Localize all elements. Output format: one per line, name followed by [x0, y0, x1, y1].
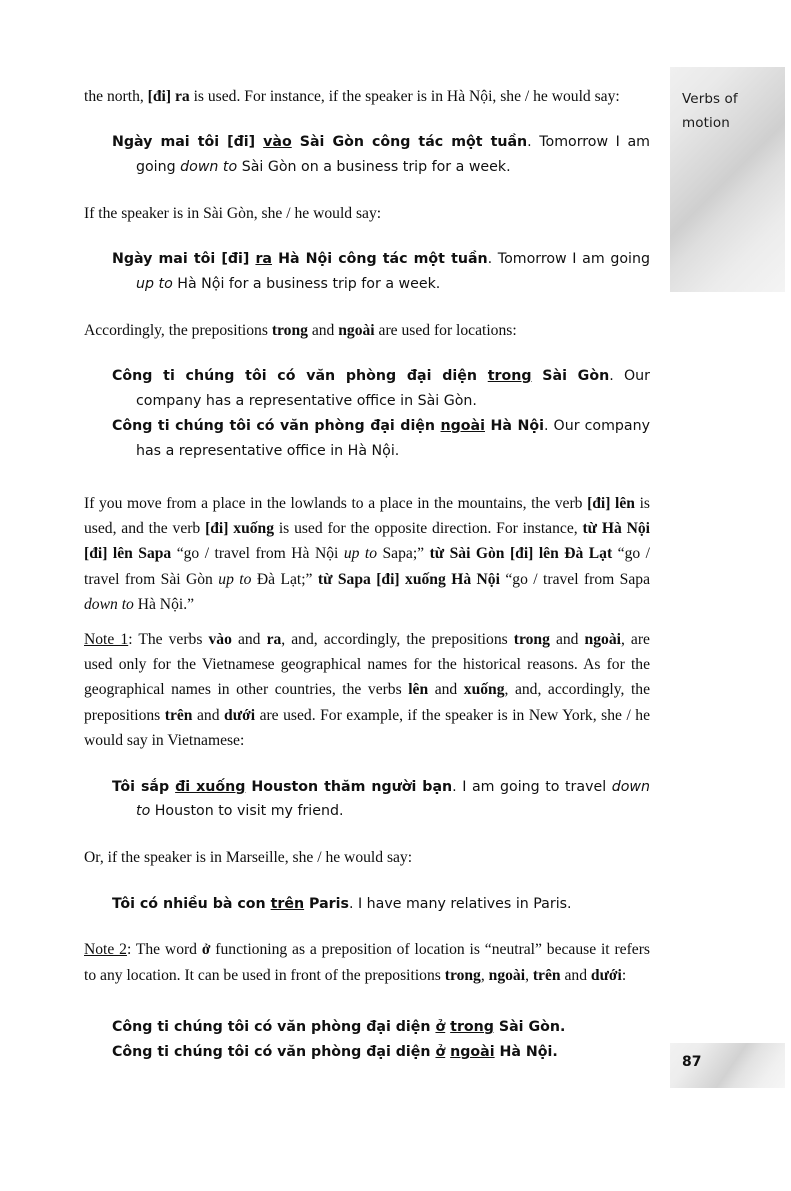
chapter-tab-label: [682, 87, 777, 135]
ex4-eng: . Our company has a representative office in Hà Nội.: [136, 418, 650, 459]
paragraph-if-sai-gon: [84, 201, 650, 226]
ex8-viet-underline-ngoai: ngoài: [450, 1044, 495, 1061]
example-toi-co-nhieu-tren-paris: [84, 892, 650, 917]
note2-text-i: and: [560, 966, 591, 984]
note-2: [84, 937, 650, 988]
example-ngay-mai-ra: [84, 247, 650, 297]
note1-bold-l: xuống: [463, 681, 505, 699]
note1-bold-n: trên: [164, 706, 193, 724]
note2-text-c: functioning as a preposition of location is “neutral” because it refers to any location. It can be used in front of the prepositions: [84, 941, 650, 984]
ex7-viet-underline-trong: trong: [450, 1019, 494, 1036]
ex7-viet-b: Sài Gòn.: [493, 1019, 566, 1036]
par4-text-e: is used for the opposite direction. For instance,: [274, 520, 583, 537]
ex6-eng: . I have many relatives in Paris.: [348, 895, 572, 912]
par4-italic-l: up to: [218, 570, 252, 588]
ex1-eng-italic: down to: [180, 159, 238, 176]
par5-text: Or, if the speaker is in Marseille, she / he would say:: [84, 849, 413, 867]
ex5-eng-b: Houston to visit my friend.: [150, 803, 344, 820]
par4-bold-j: từ Sài Gòn [đi] lên Đà Lạt: [429, 545, 613, 563]
note-1: [84, 627, 650, 754]
par3-bold-d: ngoài: [338, 322, 375, 339]
par1-text-a: the north,: [84, 88, 148, 105]
ex4-viet-underline: ngoài: [440, 418, 485, 434]
chapter-thumb-tab: [670, 67, 785, 292]
spacer: [84, 871, 650, 892]
note1-text-g: and: [549, 630, 585, 648]
spacer: [84, 343, 650, 364]
ex5-viet-underline: đi xuống: [175, 778, 246, 795]
par4-bold-f: từ Hà Nội [đi] lên Sapa: [84, 520, 650, 563]
spacer: [84, 824, 650, 845]
chapter-tab-label-line1: Verbs of: [682, 91, 738, 107]
ex6-viet-b: Paris: [304, 895, 349, 912]
par2-text: If the speaker is in Sài Gòn, she / he would say:: [84, 205, 382, 222]
note1-label: Note 1: [84, 630, 129, 648]
example-cong-ti-ngoai: [84, 414, 650, 464]
ex5-eng-a: . I am going to travel: [452, 778, 612, 795]
ex4-viet-b: Hà Nội: [485, 418, 544, 434]
note2-text-g: ,: [525, 966, 533, 984]
spacer: [84, 109, 650, 130]
spacer: [84, 226, 650, 247]
note1-text-e: , and, accordingly, the prepositions: [281, 630, 514, 648]
spacer: [84, 754, 650, 775]
note1-text-q: are used. For example, if the speaker is in New York, she / he would say in Vietnamese:: [84, 706, 651, 750]
ex5-eng-italic: down to: [136, 778, 650, 820]
note2-bold-b: ở: [201, 941, 211, 959]
spacer: [84, 464, 650, 491]
ex6-viet-a: Tôi có nhiều bà con: [112, 895, 271, 912]
par4-text-a: If you move from a place in the lowlands to a place in the mountains, the verb: [84, 494, 588, 512]
note1-bold-p: dưới: [224, 706, 256, 724]
ex8-viet-a: Công ti chúng tôi có văn phòng đại diện: [112, 1044, 436, 1061]
ex2-eng-b: Hà Nội for a business trip for a week.: [172, 276, 441, 293]
paragraph-lowlands-mountains: [84, 491, 650, 618]
page-number-box: [670, 1043, 785, 1088]
note1-bold-b: vào: [208, 630, 232, 648]
ex3-viet-b: Sài Gòn: [531, 368, 610, 385]
note1-text-i: , are used only for the Vietnamese geographical names for the historical reasons. As for the geographical names in other countries, the verbs: [84, 630, 650, 699]
par4-text-g: “go / travel from Hà Nội: [171, 545, 344, 563]
note1-bold-j: lên: [408, 681, 429, 699]
ex1-viet-a: Ngày mai tôi [đi]: [112, 134, 264, 151]
text-column: [84, 84, 650, 1065]
note1-text-k: and: [428, 681, 464, 699]
par4-text-i: Sapa;”: [377, 545, 430, 563]
par4-bold-b: [đi] lên: [587, 494, 635, 512]
par4-bold-d: [đi] xuống: [205, 520, 275, 537]
page-number: 87: [682, 1054, 702, 1070]
note2-bold-f: ngoài: [488, 966, 526, 984]
par4-text-q: Hà Nội.”: [133, 596, 195, 614]
par4-text-o: “go / travel from Sapa: [499, 570, 650, 588]
chapter-tab-label-line2: motion: [682, 115, 730, 131]
note2-label: Note 2: [84, 941, 127, 959]
ex3-eng: . Our company has a representative office in Sài Gòn.: [136, 368, 651, 410]
ex5-viet-b: Houston thăm người bạn: [245, 778, 453, 795]
spacer: [84, 988, 650, 1015]
paragraph-marseille: [84, 845, 650, 870]
note1-bold-h: ngoài: [584, 630, 621, 648]
example-o-ngoai-ha-noi: [84, 1040, 650, 1065]
example-toi-sap-di-xuong: [84, 775, 650, 825]
ex3-viet-underline: trong: [487, 368, 532, 385]
ex2-eng-italic: up to: [136, 276, 173, 293]
note2-text-k: :: [621, 966, 627, 984]
example-o-trong-sai-gon: [84, 1015, 650, 1040]
ex8-viet-b: Hà Nội.: [494, 1044, 558, 1061]
paragraph-north-ra: [84, 84, 650, 109]
note1-text-m: , and, accordingly, the prepositions: [84, 681, 650, 724]
ex1-eng-b: Sài Gòn on a business trip for a week.: [237, 159, 511, 176]
ex2-eng-a: . Tomorrow I am going: [487, 251, 650, 268]
ex4-viet-a: Công ti chúng tôi có văn phòng đại diện: [112, 418, 441, 434]
ex5-viet-a: Tôi sắp: [112, 778, 176, 795]
spacer: [84, 297, 650, 318]
note1-text-o: and: [192, 706, 225, 724]
note1-text-c: and: [231, 630, 267, 648]
ex2-viet-a: Ngày mai tôi [đi]: [112, 251, 256, 268]
par4-italic-p: down to: [84, 596, 134, 614]
spacer: [84, 180, 650, 201]
ex3-viet-a: Công ti chúng tôi có văn phòng đại diện: [112, 368, 488, 385]
note1-text-a: : The verbs: [128, 630, 209, 648]
example-cong-ti-trong: [84, 364, 650, 414]
par3-text-e: are used for locations:: [374, 322, 517, 339]
par4-italic-h: up to: [343, 545, 378, 563]
par3-text-c: and: [307, 322, 339, 339]
ex6-viet-underline: trên: [270, 895, 305, 912]
par4-text-c: is used, and the verb: [84, 494, 650, 537]
par4-text-k: “go / travel from Sài Gòn: [84, 545, 650, 588]
note2-bold-d: trong: [444, 966, 481, 984]
ex1-eng-a: . Tomorrow I am going: [136, 134, 650, 176]
ex1-viet-underline: vào: [263, 134, 292, 151]
par1-bold-b: [đi] ra: [147, 88, 190, 105]
par1-text-c: is used. For instance, if the speaker is in Hà Nội, she / he would say:: [189, 88, 620, 105]
spacer: [84, 916, 650, 937]
example-ngay-mai-vao: [84, 130, 650, 180]
ex2-viet-b: Hà Nội công tác một tuần: [272, 251, 488, 268]
note2-text-e: ,: [480, 966, 489, 984]
paragraph-accordingly-prepositions: [84, 318, 650, 343]
par4-text-m: Đà Lạt;”: [251, 570, 318, 588]
par3-bold-b: trong: [271, 322, 308, 339]
note2-text-a: : The word: [126, 941, 202, 959]
ex2-viet-underline: ra: [255, 251, 273, 268]
ex7-viet-a: Công ti chúng tôi có văn phòng đại diện: [112, 1019, 436, 1036]
par4-bold-n: từ Sapa [đi] xuống Hà Nội: [317, 570, 500, 588]
note1-bold-f: trong: [513, 630, 550, 648]
note2-bold-j: dưới: [590, 966, 622, 984]
note2-bold-h: trên: [532, 966, 561, 984]
spacer: [84, 618, 650, 627]
note1-bold-d: ra: [266, 630, 282, 648]
ex7-viet-underline-o: ở: [435, 1019, 446, 1036]
ex8-viet-underline-o: ở: [435, 1044, 446, 1061]
ex1-viet-b: Sài Gòn công tác một tuần: [291, 134, 528, 151]
par3-text-a: Accordingly, the prepositions: [84, 322, 272, 339]
